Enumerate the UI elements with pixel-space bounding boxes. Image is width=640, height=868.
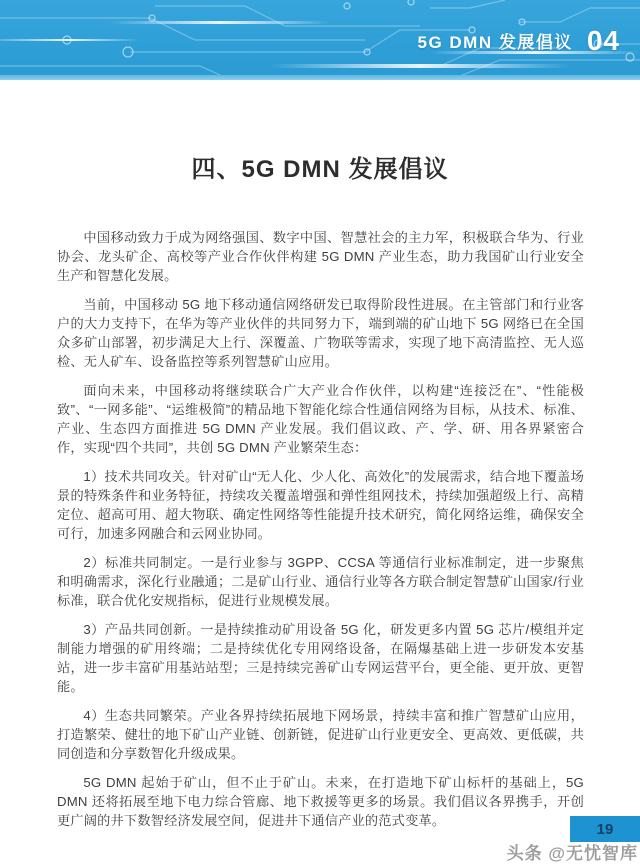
header-title: 5G DMN 发展倡议: [417, 32, 573, 52]
document-body: [57, 228, 584, 840]
paragraph: 当前，中国移动 5G 地下移动通信网络研发已取得阶段性进展。在主管部门和行业客户的大力支持下，在华为等产业伙伴的共同努力下，端到端的矿山地下 5G 网络已在全国众多矿山部署，初步满足大上行、深覆盖、广物联等需求，实现了地下高清监控、无人巡检、无人矿车、设备监控等系列智慧矿山应用。: [57, 297, 584, 369]
watermark-text: 头条 @无忧智库: [506, 844, 638, 863]
paragraph: 1）技术共同攻关。针对矿山“无人化、少人化、高效化”的发展需求，结合地下覆盖场景的特殊条件和业务特征，持续攻关覆盖增强和弹性组网技术，持续加强超级上行、高精定位、超高可用、超大物联、确定性网络等性能提升技术研究，简化网络运维，确保安全可行，加速多网融合和云网业协同。: [57, 469, 584, 541]
paragraph: 2）标准共同制定。一是行业参与 3GPP、CCSA 等通信行业标准制定，进一步聚焦和明确需求，深化行业融通；二是矿山行业、通信行业等各方联合制定智慧矿山国家/行业标准，联合优化安规指标，促进行业规模发展。: [57, 555, 584, 608]
paragraph: 5G DMN 起始于矿山，但不止于矿山。未来，在打造地下矿山标杆的基础上，5G DMN 还将拓展至地下电力综合管廊、地下救援等更多的场景。我们倡议各界携手，开创更广阔的井下数智经济发展空间，促进井下通信产业的范式变革。: [57, 775, 584, 828]
header-bottom-strip: [0, 75, 640, 80]
paragraph: 4）生态共同繁荣。产业各界持续拓展地下网场景，持续丰富和推广智慧矿山应用，打造繁荣、健壮的地下矿山产业链、创新链，促进矿山行业更安全、更高效、更低碳，共同创造和分享数智化升级成果。: [57, 708, 584, 761]
page-header-banner: [0, 0, 640, 80]
header-caption: [418, 0, 621, 80]
chapter-title: 四、5G DMN 发展倡议: [191, 156, 449, 184]
paragraph: 面向未来，中国移动将继续联合广大产业合作伙伴，以构建“连接泛在”、“性能极致”、“一网多能”、“运维极简”的精品地下智能化综合性通信网络为目标，从技术、标准、产业、生态四方面推进 5G DMN 产业发展。我们倡议政、产、学、研、用各界紧密合作，实现“四个共同”，共创 5G DMN 产业繁荣生态：: [57, 383, 584, 455]
header-chapter-number: 04: [586, 25, 620, 56]
page-number: 19: [596, 820, 614, 838]
paragraph: 中国移动致力于成为网络强国、数字中国、智慧社会的主力军，积极联合华为、行业协会、龙头矿企、高校等产业合作伙伴构建 5G DMN 产业生态，助力我国矿山行业安全生产和智慧化发展。: [57, 230, 584, 283]
paragraph: 3）产品共同创新。一是持续推动矿用设备 5G 化，研发更多内置 5G 芯片/模组并定制能力增强的矿用终端；二是持续优化专用网络设备，在隔爆基础上进一步研发本安基站，进一步丰富矿用基站站型；三是持续完善矿山专网运营平台，更全能、更开放、更智能。: [57, 622, 584, 694]
